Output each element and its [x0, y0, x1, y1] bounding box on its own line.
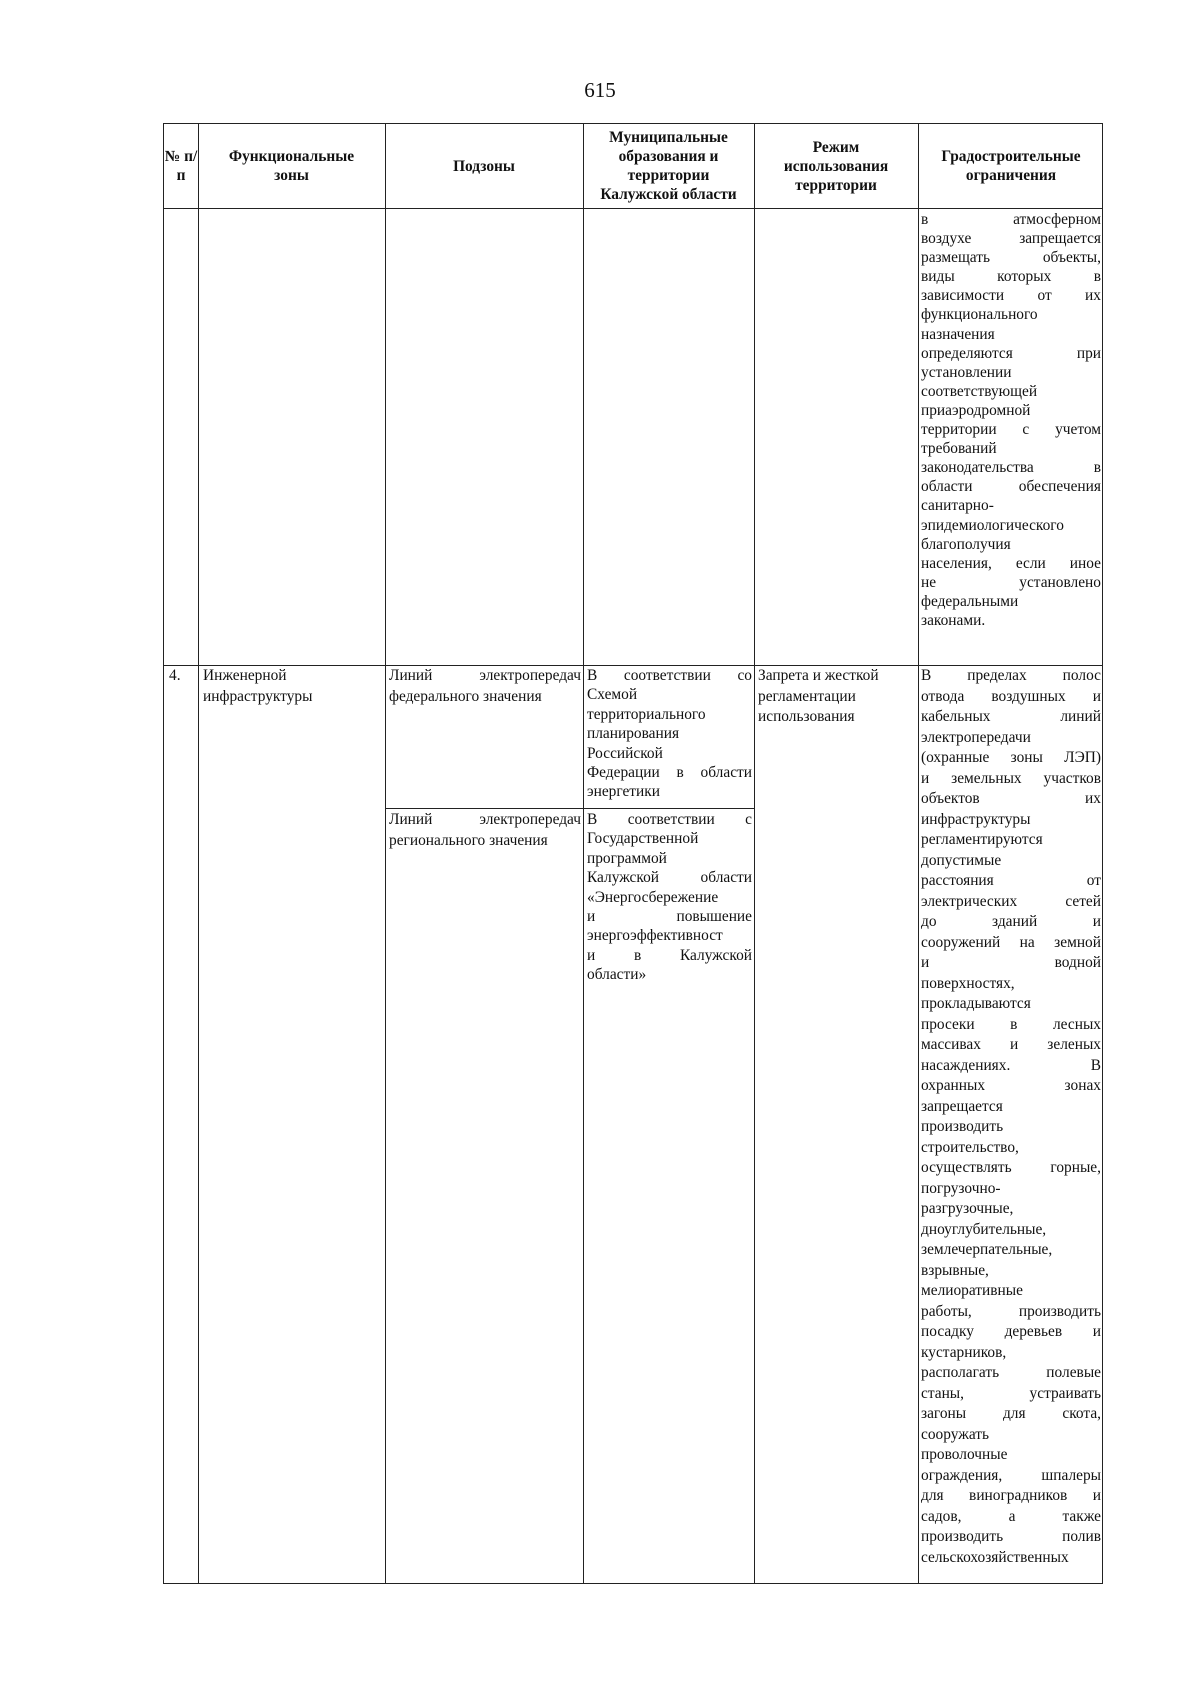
text-line: санитарно- — [921, 497, 994, 515]
text-line: посадку деревьев и — [921, 1323, 1101, 1340]
restrictions-text — [921, 666, 1101, 1568]
text-line: и водной — [921, 954, 1101, 971]
text-line: требований — [921, 440, 997, 458]
text-line: благополучия — [921, 535, 1011, 553]
text-line: В соответствии со — [587, 667, 752, 684]
text-line: массивах и зеленых — [921, 1036, 1101, 1053]
text-line: производить полив — [921, 1528, 1101, 1545]
text-line: установлении — [921, 363, 1012, 381]
text-line: производить — [921, 1118, 1004, 1135]
text-line: кустарников, — [921, 1343, 1007, 1361]
text-line: функционального — [921, 306, 1038, 324]
text-line: запрещается — [921, 1097, 1003, 1115]
text-line: населения, если иное — [921, 554, 1101, 572]
text-line: допустимые — [921, 851, 1002, 869]
header-subzones — [385, 124, 583, 208]
column-divider — [198, 124, 199, 1583]
text-line: В пределах полос — [921, 667, 1101, 684]
text-line: электропередачи — [921, 728, 1031, 746]
text-line: расстояния от — [921, 872, 1101, 889]
usage-regime-text: Запрета и жесткой регламентации использования — [758, 667, 879, 725]
text-line: энергоэффективност — [587, 927, 723, 945]
text-line: приаэродромной — [921, 401, 1031, 419]
text-line: поверхностях, — [921, 974, 1015, 992]
text-line: загоны для скота, — [921, 1405, 1101, 1422]
text-line: осуществлять горные, — [921, 1159, 1101, 1176]
text-line: садов, а также — [921, 1507, 1101, 1525]
subzone-regional-power-lines: Линий электропередач регионального значения — [389, 811, 581, 849]
text-line: сельскохозяйственных — [921, 1548, 1069, 1566]
text-line: территории с учетом — [921, 421, 1101, 439]
text-line: кабельных линий — [921, 708, 1101, 725]
header-municipalities-label: Муниципальные образования и территории Калужской области — [600, 129, 737, 203]
text-line: соответствующей — [921, 382, 1038, 400]
text-line: электрических сетей — [921, 892, 1101, 910]
header-urban-restrictions — [918, 124, 1104, 208]
text-line: охранных зонах — [921, 1077, 1101, 1094]
text-line: назначения — [921, 325, 995, 343]
text-line: области» — [587, 966, 647, 984]
text-line: зависимости от их — [921, 287, 1101, 305]
text-line: до зданий и — [921, 913, 1101, 930]
text-line: территориального — [587, 705, 706, 723]
header-number — [164, 124, 198, 208]
header-subzones-label: Подзоны — [453, 157, 515, 175]
text-line: ограждения, шпалеры — [921, 1466, 1101, 1484]
text-line: в атмосферном — [921, 211, 1101, 228]
text-line: не установлено — [921, 573, 1101, 591]
text-line: федеральными — [921, 592, 1019, 610]
text-line: и в Калужской — [587, 946, 752, 964]
text-line: Федерации в области — [587, 764, 752, 782]
page-number: 615 — [584, 78, 616, 102]
text-line: регламентируются — [921, 831, 1043, 848]
text-line: сооружать — [921, 1425, 990, 1443]
text-line: отвода воздушных и — [921, 687, 1101, 705]
text-line: законодательства в — [921, 459, 1101, 477]
text-line: и повышение — [587, 908, 752, 926]
text-line: Государственной — [587, 830, 699, 848]
continuation-restrictions-text — [921, 210, 1101, 630]
functional-zone-name: Инженерной инфраструктуры — [203, 667, 313, 705]
text-line: мелиоративные — [921, 1282, 1023, 1299]
header-functional-zones — [198, 124, 385, 208]
text-line: Калужской области — [587, 869, 752, 887]
text-line: В соответствии с — [587, 811, 752, 828]
header-urban-restrictions-label: Градостроительные ограничения — [941, 148, 1081, 184]
header-functional-zones-label: Функциональные зоны — [228, 148, 355, 184]
text-line: определяются при — [921, 344, 1101, 362]
text-line: области обеспечения — [921, 478, 1101, 496]
text-line: просеки в лесных — [921, 1015, 1101, 1033]
text-line: (охранные зоны ЛЭП) — [921, 749, 1101, 766]
text-line: «Энергосбережение — [587, 888, 719, 906]
row-number: 4. — [169, 667, 181, 684]
text-line: проволочные — [921, 1446, 1008, 1463]
column-divider — [583, 124, 584, 1583]
text-line: строительство, — [921, 1138, 1019, 1156]
text-line: эпидемиологического — [921, 516, 1064, 534]
text-line: дноуглубительные, — [921, 1220, 1047, 1238]
text-line: инфраструктуры — [921, 810, 1031, 828]
text-line: сооружений на земной — [921, 933, 1101, 951]
subzone-federal-power-lines: Линий электропередач федерального значения — [389, 667, 581, 705]
column-divider — [754, 124, 755, 1583]
text-line: разгрузочные, — [921, 1200, 1014, 1217]
column-divider — [385, 124, 386, 1583]
text-line: для виноградников и — [921, 1487, 1101, 1504]
text-line: взрывные, — [921, 1261, 989, 1279]
text-line: Схемой — [587, 686, 638, 704]
text-line: работы, производить — [921, 1302, 1101, 1320]
text-line: землечерпательные, — [921, 1241, 1053, 1258]
text-line: погрузочно- — [921, 1179, 1001, 1197]
text-line: воздухе запрещается — [921, 230, 1101, 248]
text-line: программой — [587, 849, 667, 867]
municipal-federal-scheme-text — [587, 666, 752, 802]
zones-table — [163, 123, 1103, 1584]
text-line: энергетики — [587, 783, 660, 801]
column-divider — [918, 124, 919, 1583]
header-number-label: № п/ п — [164, 148, 198, 184]
text-line: законами. — [921, 611, 986, 629]
text-line: размещать объекты, — [921, 249, 1101, 267]
text-line: прокладываются — [921, 995, 1031, 1012]
text-line: располагать полевые — [921, 1364, 1101, 1381]
text-line: планирования — [587, 725, 680, 743]
header-usage-regime — [754, 124, 918, 208]
text-line: станы, устраивать — [921, 1384, 1101, 1402]
header-usage-regime-label: Режим использования территории — [783, 138, 889, 194]
header-municipalities — [583, 124, 754, 208]
municipal-state-program-text — [587, 810, 752, 985]
text-line: и земельных участков — [921, 769, 1101, 787]
subrow-divider — [385, 808, 754, 809]
text-line: объектов их — [921, 790, 1101, 807]
text-line: виды которых в — [921, 268, 1101, 286]
text-line: Российской — [587, 744, 663, 762]
header-divider — [164, 208, 1102, 209]
text-line: насаждениях. В — [921, 1056, 1101, 1074]
